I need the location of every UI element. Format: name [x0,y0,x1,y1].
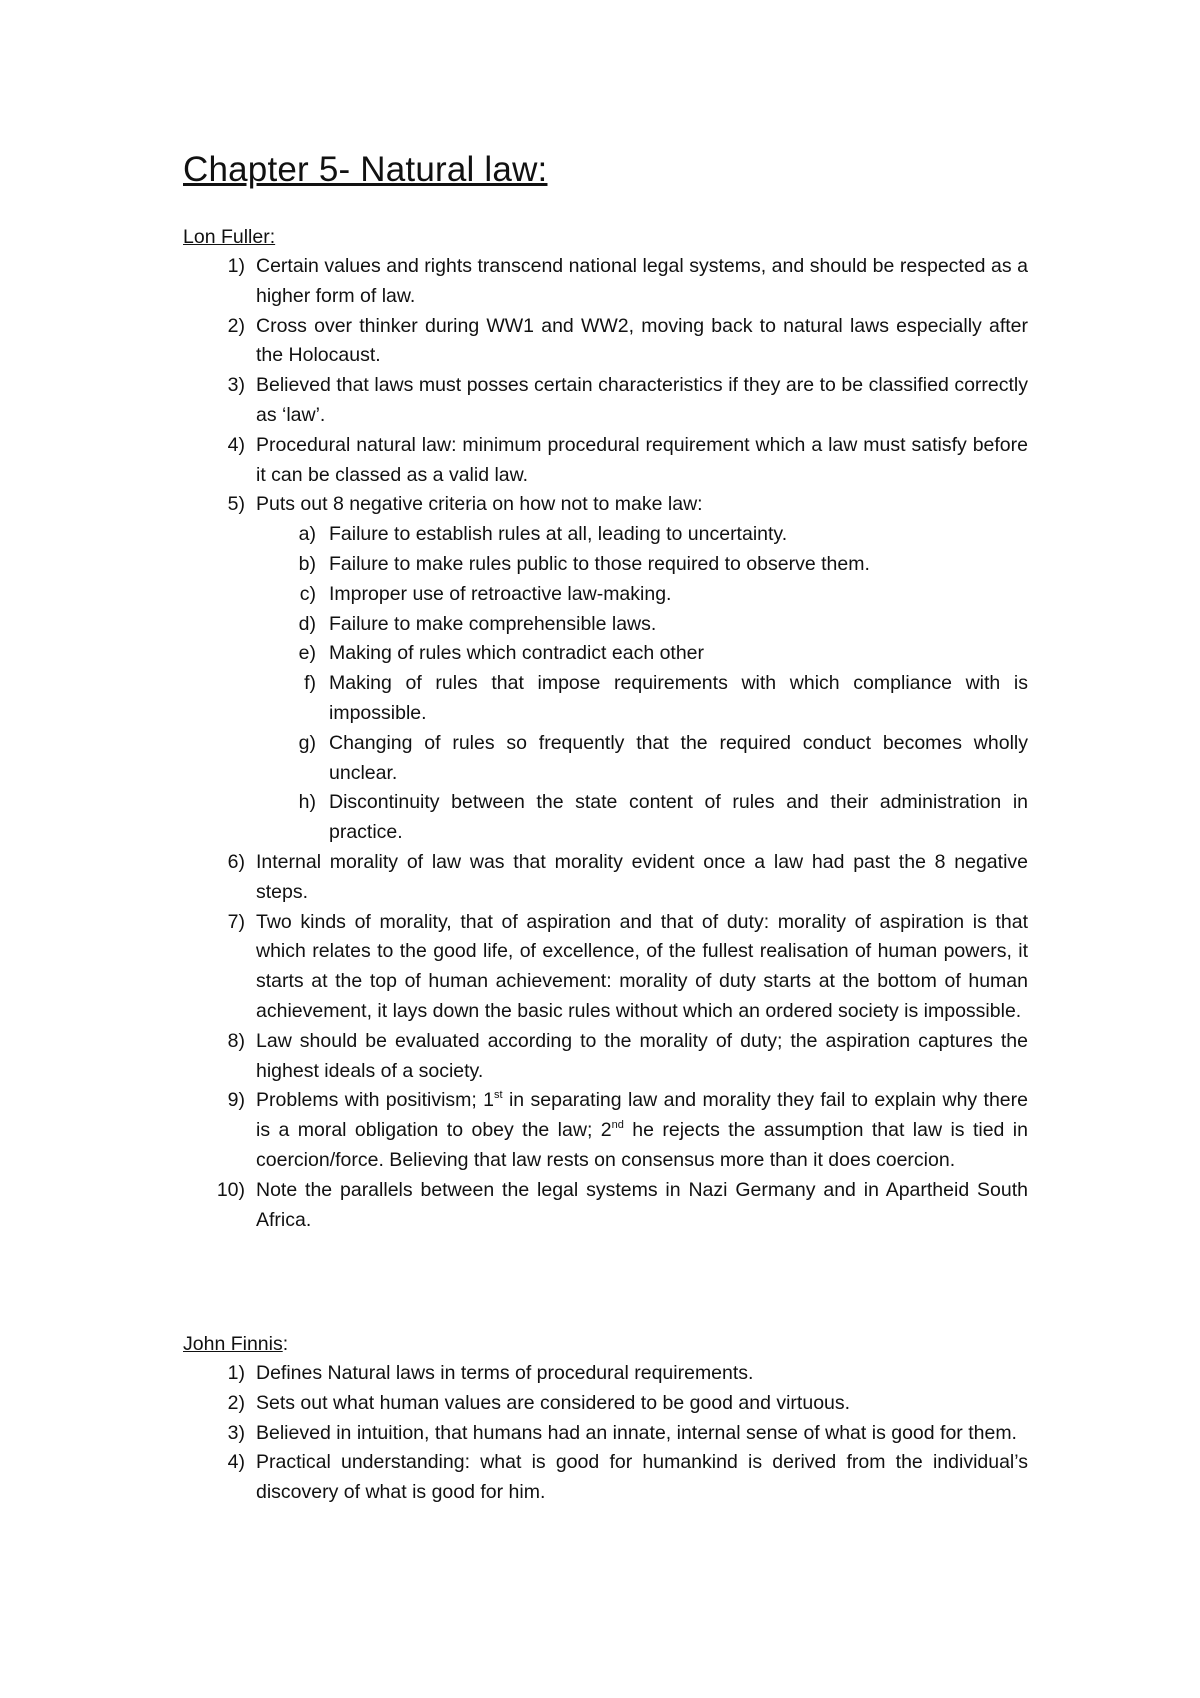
criteria-list [256,520,1028,848]
criteria-letter: a) [298,523,316,546]
criteria-item [183,610,1028,640]
criteria-text: Failure to make comprehensible laws. [329,612,657,635]
criteria-text: Failure to make rules public to those required to observe them. [329,552,870,575]
criteria-item [183,669,1028,729]
item-text: Believed in intuition, that humans had an innate, internal sense of what is good for them. [256,1421,1017,1444]
criteria-text: Improper use of retroactive law-making. [329,582,672,605]
criteria-text: Changing of rules so frequently that the required conduct becomes wholly unclear. [329,731,1028,784]
fuller-list [183,252,1028,1235]
item-text-part: he rejects the assumption that law is tied in coercion/force. Believing that law rests on consensus more than it does coercion. [256,1119,1028,1171]
criteria-text: Failure to establish rules at all, leading to uncertainty. [329,523,788,546]
criteria-text: Making of rules which contradict each other [329,642,705,665]
list-item [183,252,1028,312]
criteria-letter: g) [298,731,316,754]
item-number: 9) [227,1089,245,1112]
list-item [183,1419,1028,1449]
list-item [183,1389,1028,1419]
page-title: Chapter 5- Natural law: [183,150,548,189]
item-number: 1) [227,255,245,277]
item-text: Believed that laws must posses certain characteristics if they are to be classified correctly as ‘law’. [256,374,1028,426]
item-number: 3) [227,1421,245,1444]
criteria-item [183,639,1028,669]
item-text: Two kinds of morality, that of aspiration and that of duty: morality of aspiration is that which relates to the good life, of excellence, of the fullest realisation of human powers, it starts at the top of human achievement: morality of duty starts at the bottom of human achievement, it lays down the basic rules without which an ordered society is impossible. [256,910,1028,1022]
item-text: Law should be evaluated according to the morality of duty; the aspiration captures the highest ideals of a society. [256,1029,1028,1082]
item-text: Puts out 8 negative criteria on how not to make law: [256,493,703,516]
list-item [183,490,1028,848]
list-item [183,1176,1028,1236]
ordinal-superscript: nd [611,1119,624,1132]
list-item [183,1359,1028,1389]
item-number: 4) [227,433,245,456]
item-text-part: Problems with positivism; 1 [256,1089,495,1112]
list-item [183,848,1028,908]
list-item [183,908,1028,1027]
section-heading-fuller-text: Lon Fuller: [183,226,276,248]
item-number: 4) [227,1451,245,1474]
section-heading-fuller [183,222,1028,252]
criteria-letter: d) [298,612,316,635]
criteria-letter: c) [299,582,316,605]
item-number: 2) [227,314,245,337]
criteria-letter: e) [298,642,316,665]
item-text: Cross over thinker during WW1 and WW2, moving back to natural laws especially after the Holocaust. [256,314,1028,367]
item-number: 1) [227,1362,245,1384]
section-heading-finnis [183,1329,1028,1359]
item-text: Internal morality of law was that morality evident once a law had past the 8 negative steps. [256,850,1028,903]
section-heading-finnis-text: John Finnis [183,1333,283,1355]
finnis-list [183,1359,1028,1508]
criteria-item [183,550,1028,580]
item-number: 6) [227,850,245,873]
item-text: Practical understanding: what is good for humankind is derived from the individual’s discovery of what is good for him. [256,1451,1028,1504]
list-item [183,312,1028,372]
ordinal-superscript: st [494,1089,503,1102]
list-item [183,1086,1028,1175]
list-item [183,371,1028,431]
section-lon-fuller [183,222,1028,1235]
criteria-text: Making of rules that impose requirements with which compliance with is impossible. [329,672,1028,724]
section-john-finnis [183,1329,1028,1508]
item-number: 2) [227,1391,245,1414]
criteria-item [183,729,1028,789]
item-text: Note the parallels between the legal systems in Nazi Germany and in Apartheid South Africa. [256,1178,1028,1231]
list-item [183,1448,1028,1508]
criteria-item [183,788,1028,848]
item-text: Sets out what human values are considered to be good and virtuous. [256,1391,851,1414]
criteria-letter: b) [298,552,316,575]
list-item [183,431,1028,491]
item-number: 10) [216,1178,245,1201]
criteria-letter: f) [304,672,316,695]
criteria-letter: h) [298,791,316,814]
item-number: 8) [227,1029,245,1052]
section-heading-colon: : [282,1333,289,1355]
item-text: Procedural natural law: minimum procedural requirement which a law must satisfy before it can be classed as a valid law. [256,433,1028,486]
criteria-item [183,520,1028,550]
item-number: 7) [227,910,245,933]
item-number: 3) [227,374,245,397]
item-text: Certain values and rights transcend national legal systems, and should be respected as a higher form of law. [256,255,1028,307]
criteria-item [183,580,1028,610]
item-text: Defines Natural laws in terms of procedural requirements. [256,1362,754,1384]
item-text-part: in separating law and morality they fail to explain why there is a moral obligation to obey the law; 2 [256,1089,1028,1142]
list-item [183,1027,1028,1087]
criteria-text: Discontinuity between the state content of rules and their administration in practice. [329,791,1028,844]
item-number: 5) [227,493,245,516]
